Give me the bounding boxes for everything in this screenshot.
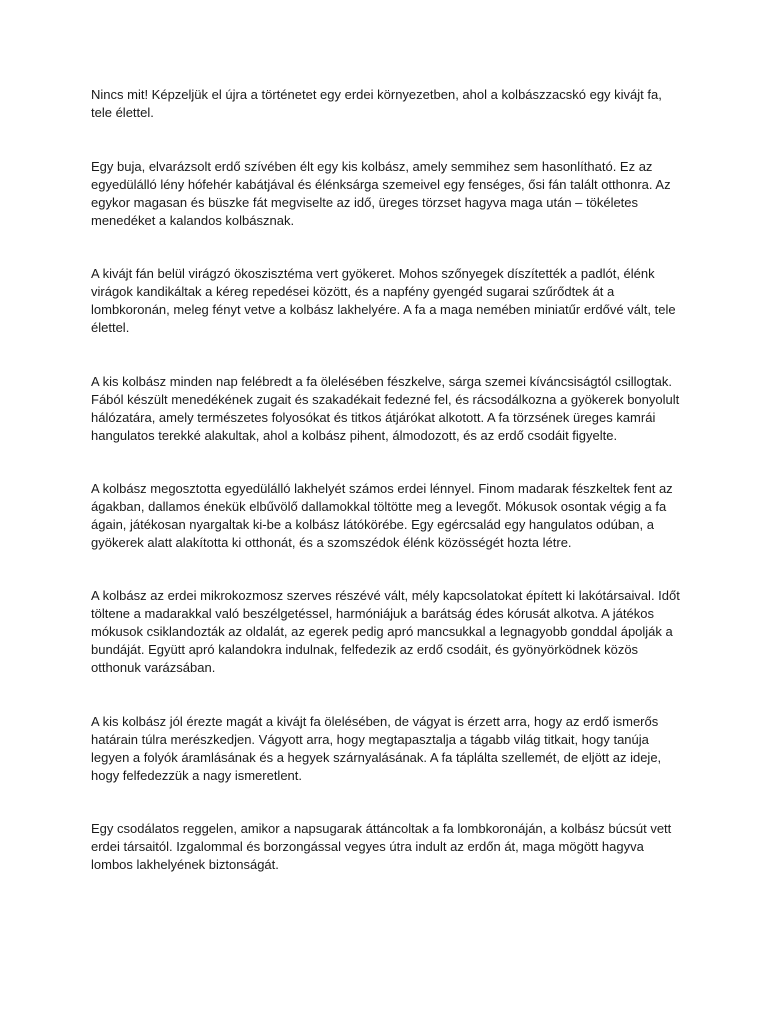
paragraph-4: A kis kolbász minden nap felébredt a fa ölelésében fészkelve, sárga szemei kíváncsiságtól csillogtak. Fából készült menedékének zugait és szakadékait fedezné fel, és rácsodálkozna a gyökerek bonyolult hálózatára, amely természetes folyosókat és titkos átjárókat alkotott. A fa törzsének üreges kamrái hangulatos terekké alakultak, ahol a kolbász pihent, álmodozott, és az erdő csodáit figyelte. <box>91 374 680 443</box>
paragraph-5: A kolbász megosztotta egyedülálló lakhelyét számos erdei lénnyel. Finom madarak fészkeltek fent az ágakban, dallamos énekük elbűvölő dallamokkal töltötte meg a levegőt. Mókusok osontak végig a fa ágain, játékosan nyargaltak ki-be a kolbász látókörébe. Egy egércsalád egy hangulatos odúban, a gyökerek alatt alakította ki otthonát, és a szomszédok élénk közösségét hozta létre. <box>91 481 673 550</box>
paragraph-2: Egy buja, elvarázsolt erdő szívében élt egy kis kolbász, amely semmihez sem hasonlítható. Ez az egyedülálló lény hófehér kabátjával és élénksárga szemeivel egy fenséges, ősi fán talált otthonra. Az egykor magasan és büszke fát megviselte az idő, üreges törzset hagyva maga után – tökéletes menedéket a kalandos kolbásznak. <box>91 159 671 228</box>
paragraph-6: A kolbász az erdei mikrokozmosz szerves részévé vált, mély kapcsolatokat épített ki lakótársaival. Időt töltene a madarakkal való beszélgetéssel, harmóniájuk a barátság édes kórusát alkotva. A játékos mókusok csiklandozták az oldalát, az egerek pedig apró mancsukkal a legnagyobb gonddal ápolják a bundáját. Együtt apró kalandokra indulnak, felfedezik az erdő csodáit, és gyönyörködnek közös otthonuk varázsában. <box>91 588 680 675</box>
paragraph-7: A kis kolbász jól érezte magát a kivájt fa ölelésében, de vágyat is érzett arra, hogy az erdő ismerős határain túlra merészkedjen. Vágyott arra, hogy megtapasztalja a tágabb világ titkait, hogy tanúja legyen a folyók áramlásának és a hegyek szárnyalásának. A fa táplálta szellemét, de eljött az ideje, hogy felfedezzük a nagy ismeretlent. <box>91 714 662 783</box>
paragraph-8: Egy csodálatos reggelen, amikor a napsugarak áttáncoltak a fa lombkoronáján, a kolbász búcsút vett erdei társaitól. Izgalommal és borzongással vegyes útra indult az erdőn át, maga mögött hagyva lombos lakhelyének biztonságát. <box>91 821 672 872</box>
paragraph-3: A kivájt fán belül virágzó ökoszisztéma vert gyökeret. Mohos szőnyegek díszítették a padlót, élénk virágok kandikáltak a kéreg repedései között, és a napfény gyengéd sugarai szűrődtek át a lombkoronán, meleg fényt vetve a kolbász lakhelyére. A fa a maga nemében miniatűr erdővé vált, tele élettel. <box>91 266 676 335</box>
paragraph-1: Nincs mit! Képzeljük el újra a történetet egy erdei környezetben, ahol a kolbászzacskó egy kivájt fa, tele élettel. <box>91 87 662 120</box>
